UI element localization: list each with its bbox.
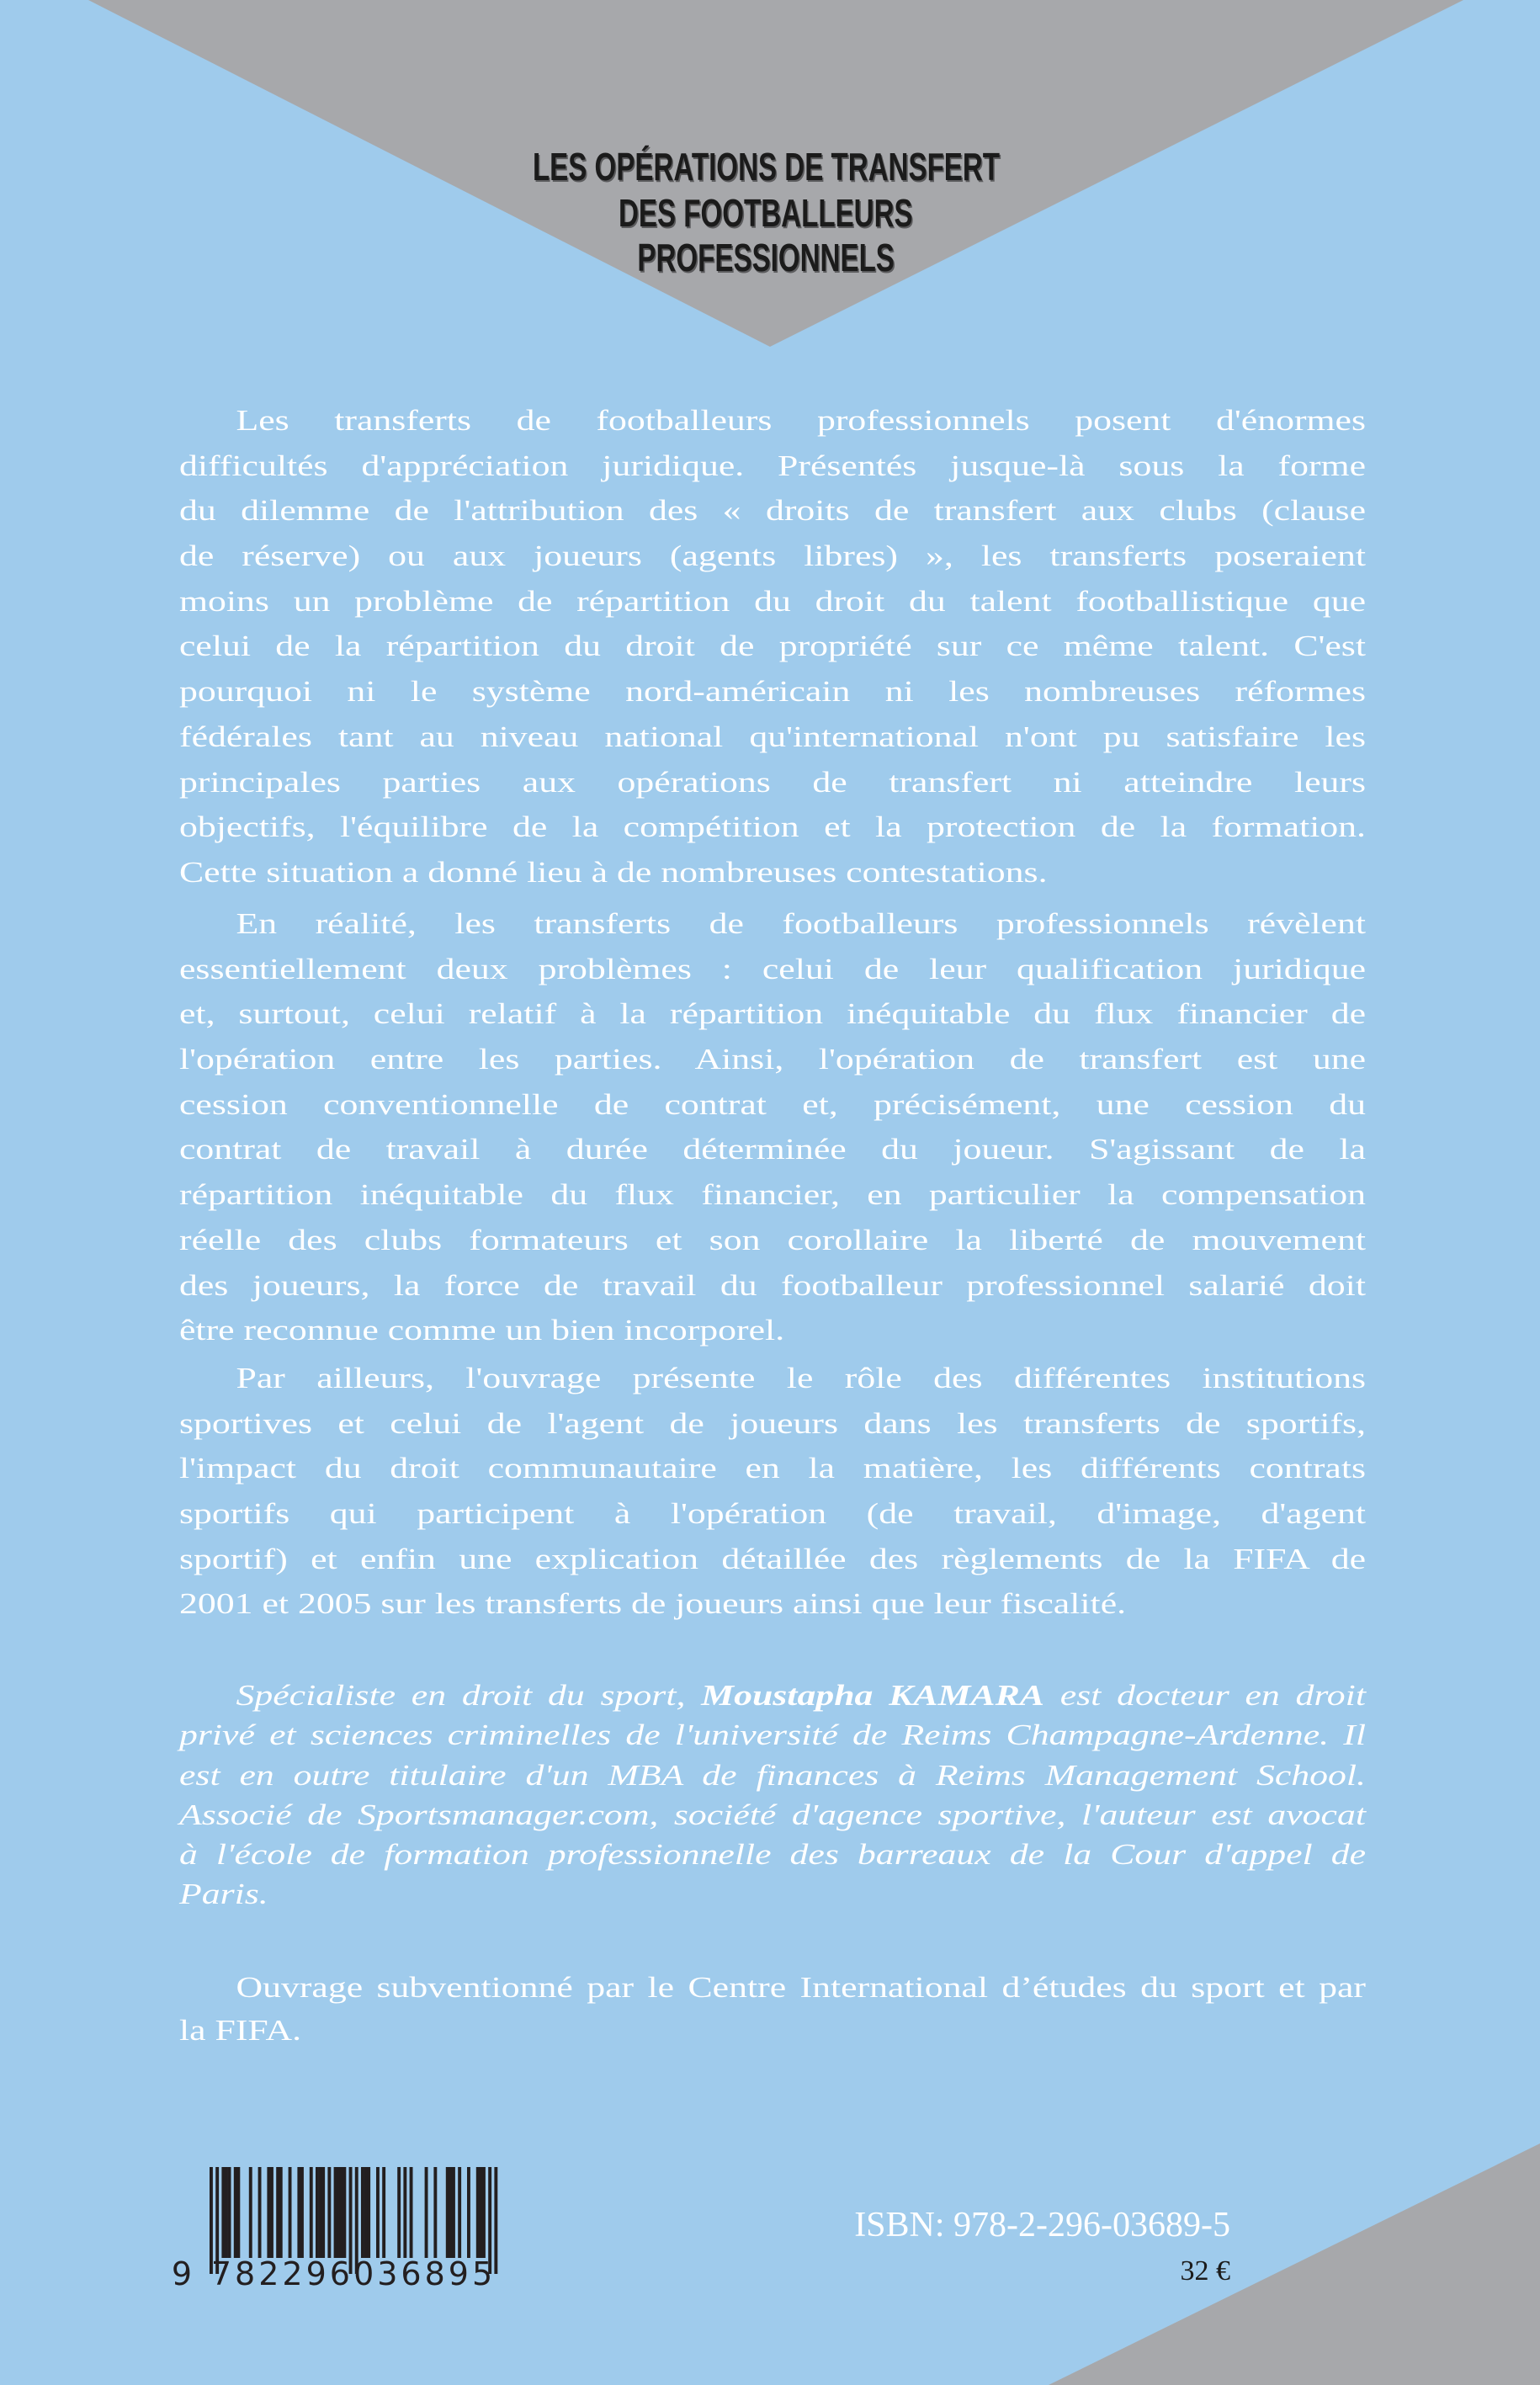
barcode-bar	[410, 2167, 413, 2258]
paragraph-line: réelle des clubs formateurs et son corollaire la liberté de mouvement	[179, 1223, 1366, 1256]
paragraph-line: En réalité, les transferts de footballeurs professionnels révèlent	[236, 907, 1366, 940]
paragraph-line: du dilemme de l'attribution des « droits de transfert aux clubs (clause	[179, 494, 1366, 528]
paragraph-line: pourquoi ni le système nord-américain ni les nombreuses réformes	[179, 675, 1366, 709]
barcode-bar	[310, 2167, 313, 2258]
title-text: DES FOOTBALLEURS	[619, 191, 913, 235]
paragraph-line: et, surtout, celui relatif à la répartition inéquitable du flux financier de	[179, 997, 1366, 1031]
summary-paragraph-3	[179, 1356, 1366, 1627]
bio-line	[179, 1676, 1366, 1715]
paragraph-line: l'impact du droit communautaire en la matière, les différents contrats	[179, 1452, 1366, 1485]
barcode-bar	[319, 2167, 322, 2258]
barcode-bar	[228, 2167, 231, 2258]
barcode-bar	[234, 2167, 237, 2258]
paragraph-line: des joueurs, la force de travail du footballeur professionnel salarié doit	[179, 1268, 1366, 1302]
barcode-bar	[433, 2167, 437, 2258]
barcode-bar	[334, 2167, 337, 2258]
barcode-bar	[340, 2167, 343, 2258]
barcode-bar	[337, 2167, 340, 2258]
bio-line: à l'école de formation professionnelle des barreaux de la Cour d'appel de	[179, 1838, 1366, 1872]
barcode-bar	[270, 2167, 273, 2258]
summary-paragraph-1	[179, 398, 1366, 895]
barcode-bar	[297, 2167, 300, 2258]
barcode-bar	[258, 2167, 262, 2258]
funding-note-line: Ouvrage subventionné par le Centre International d’études du sport et par	[236, 1971, 1366, 2004]
paragraph-line: sportifs qui participent à l'opération (de travail, d'image, d'agent	[179, 1497, 1366, 1531]
paragraph-line: moins un problème de répartition du droit du talent footballistique que	[179, 584, 1366, 618]
barcode-bar	[327, 2167, 331, 2258]
paragraph-line: sportif) et enfin une explication détaillée des règlements de la FIFA de	[179, 1542, 1366, 1575]
isbn-number: ISBN: 978-2-296-03689-5	[854, 2206, 1230, 2244]
barcode-bar	[276, 2167, 279, 2258]
paragraph-line: principales parties aux opérations de transfert ni atteindre leurs	[179, 765, 1366, 799]
barcode-bar	[267, 2167, 270, 2258]
paragraph-line: objectifs, l'équilibre de la compétition et la protection de la formation.	[179, 810, 1366, 844]
barcode-bar	[403, 2167, 406, 2258]
summary-paragraph-2	[179, 901, 1366, 1353]
barcode-bar	[458, 2167, 461, 2258]
paragraph-line: 2001 et 2005 sur les transferts de joueurs ainsi que leur fiscalité.	[179, 1587, 1127, 1621]
bio-line: est en outre titulaire d'un MBA de finances à Reims Management School.	[179, 1758, 1366, 1792]
author-bio	[179, 1676, 1366, 1915]
paragraph-line: difficultés d'appréciation juridique. Présentés jusque-là sous la forme	[179, 449, 1366, 482]
title-text: LES OPÉRATIONS DE TRANSFERT	[532, 145, 1000, 189]
paragraph-line: essentiellement deux problèmes : celui de leur qualification juridique	[179, 952, 1366, 985]
barcode-bar	[452, 2167, 455, 2258]
barcode-bar	[397, 2167, 401, 2258]
bio-text: Spécialiste en droit du sport,	[236, 1679, 702, 1712]
barcode-bar	[321, 2167, 325, 2258]
funding-note-line: la FIFA.	[179, 2014, 302, 2047]
paragraph-line: contrat de travail à durée déterminée du joueur. S'agissant de la	[179, 1133, 1366, 1166]
paragraph-line: Par ailleurs, l'ouvrage présente le rôle des différentes institutions	[236, 1362, 1366, 1394]
barcode-bar	[376, 2167, 380, 2258]
barcode-bar	[316, 2167, 319, 2258]
isbn-barcode	[168, 2154, 522, 2297]
book-title-line-2	[0, 191, 1532, 235]
barcode-bar	[249, 2167, 252, 2258]
barcode-bar	[382, 2167, 385, 2258]
book-title-line-3	[0, 236, 1532, 279]
paragraph-line: l'opération entre les parties. Ainsi, l'opération de transfert est une	[179, 1043, 1366, 1076]
paragraph-line: être reconnue comme un bien incorporel.	[179, 1314, 785, 1347]
bio-line: Associé de Sportsmanager.com, société d'agence sportive, l'auteur est avocat	[179, 1798, 1366, 1831]
barcode-bar	[221, 2167, 225, 2258]
bio-line: Paris.	[179, 1878, 268, 1911]
barcode-bar	[467, 2167, 470, 2258]
barcode-bar	[289, 2167, 292, 2258]
paragraph-line: celui de la répartition du droit de propriété sur ce même talent. C'est	[179, 629, 1366, 663]
barcode-bar	[449, 2167, 452, 2258]
barcode-bar	[367, 2167, 370, 2258]
barcode-bar	[236, 2167, 240, 2258]
paragraph-line: Les transferts de footballeurs professionnels posent d'énormes	[236, 404, 1366, 437]
paragraph-line: fédérales tant au niveau national qu'international n'ont pu satisfaire les	[179, 720, 1366, 753]
paragraph-line: sportives et celui de l'agent de joueurs dans les transferts de sportifs,	[179, 1406, 1366, 1440]
paragraph-line: de réserve) ou aux joueurs (agents libres) », les transferts poseraient	[179, 539, 1366, 573]
funding-note	[179, 1966, 1366, 2052]
barcode-bar	[476, 2167, 480, 2258]
barcode-bar	[361, 2167, 364, 2258]
barcode-bar	[300, 2167, 304, 2258]
price: 32 €	[1180, 2255, 1230, 2287]
barcode-digits: 782296	[210, 2255, 353, 2292]
barcode-digits: 036895	[353, 2255, 497, 2292]
bio-text: est docteur en droit	[1043, 1679, 1366, 1712]
title-text: PROFESSIONNELS	[637, 236, 895, 279]
barcode-bar	[225, 2167, 228, 2258]
barcode-bar	[343, 2167, 346, 2258]
barcode-bar	[364, 2167, 368, 2258]
barcode-bar	[279, 2167, 283, 2258]
barcode-bar	[425, 2167, 428, 2258]
barcode-bar	[446, 2167, 449, 2258]
paragraph-line: répartition inéquitable du flux financier, en particulier la compensation	[179, 1178, 1366, 1212]
barcode-digits: 9	[171, 2255, 196, 2292]
barcode-bar	[479, 2167, 482, 2258]
paragraph-line: Cette situation a donné lieu à de nombreuses contestations.	[179, 855, 1048, 889]
bio-line: privé et sciences criminelles de l'université de Reims Champagne-Ardenne. Il	[179, 1718, 1366, 1752]
paragraph-line: cession conventionnelle de contrat et, précisément, une cession du	[179, 1087, 1366, 1121]
book-title-line-1	[0, 145, 1532, 189]
author-name: Moustapha KAMARA	[701, 1679, 1044, 1712]
barcode-bar	[482, 2167, 486, 2258]
